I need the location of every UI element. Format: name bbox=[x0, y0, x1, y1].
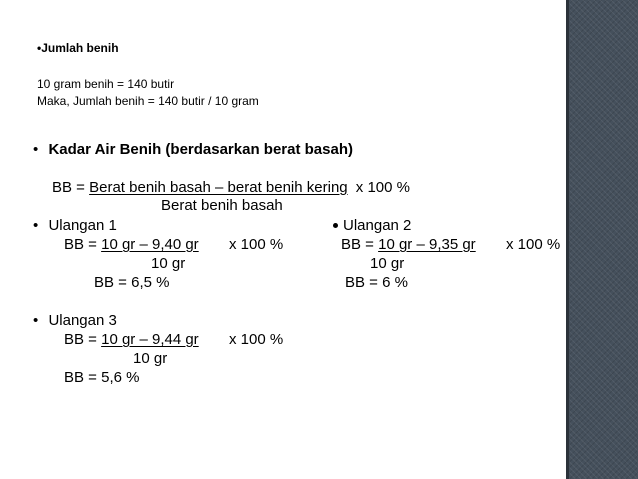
ulangan-1-prefix: BB = bbox=[64, 236, 102, 253]
ulangan-1-denominator: 10 gr bbox=[151, 255, 186, 272]
ulangan-2-label bbox=[333, 218, 411, 233]
ulangan-1-result: BB = 6,5 % bbox=[94, 274, 170, 291]
ulangan-3-result: BB = 5,6 % bbox=[64, 369, 140, 386]
ulangan-1-bullet: • bbox=[33, 217, 39, 234]
ulangan-3-formula bbox=[64, 332, 199, 347]
ulangan-1-formula bbox=[64, 237, 199, 252]
ulangan-2-text: Ulangan 2 bbox=[343, 217, 412, 234]
ulangan-2-formula bbox=[341, 237, 476, 252]
decorative-sidebar bbox=[569, 0, 638, 479]
formula-line bbox=[52, 180, 410, 195]
intro-line-2: Maka, Jumlah benih = 140 butir / 10 gram bbox=[37, 94, 259, 108]
ulangan-1-suffix: x 100 % bbox=[229, 236, 284, 253]
ulangan-1-numerator: 10 gr – 9,40 gr bbox=[101, 236, 199, 253]
jumlah-benih-heading: •Jumlah benih bbox=[37, 41, 119, 55]
ulangan-2-numerator: 10 gr – 9,35 gr bbox=[378, 236, 476, 253]
section-title bbox=[33, 142, 353, 157]
section-bullet: • bbox=[33, 141, 39, 158]
ulangan-2-denominator: 10 gr bbox=[370, 255, 405, 272]
ulangan-2-result: BB = 6 % bbox=[345, 274, 408, 291]
ulangan-3-suffix: x 100 % bbox=[229, 331, 284, 348]
section-title-text: Kadar Air Benih (berdasarkan berat basah) bbox=[48, 141, 353, 158]
ulangan-2-suffix: x 100 % bbox=[506, 236, 561, 253]
ulangan-3-numerator: 10 gr – 9,44 gr bbox=[101, 331, 199, 348]
ulangan-3-prefix: BB = bbox=[64, 331, 102, 348]
formula-prefix: BB = bbox=[52, 179, 90, 196]
ulangan-2-bullet bbox=[333, 223, 338, 228]
ulangan-3-denominator: 10 gr bbox=[133, 350, 168, 367]
formula-suffix: x 100 % bbox=[355, 179, 410, 196]
ulangan-1-label bbox=[33, 218, 117, 233]
ulangan-2-prefix: BB = bbox=[341, 236, 379, 253]
ulangan-1-text: Ulangan 1 bbox=[48, 217, 117, 234]
ulangan-3-label bbox=[33, 313, 117, 328]
ulangan-3-bullet: • bbox=[33, 312, 39, 329]
formula-numerator: Berat benih basah – berat benih kering bbox=[89, 179, 348, 196]
ulangan-3-text: Ulangan 3 bbox=[48, 312, 117, 329]
formula-denominator: Berat benih basah bbox=[161, 197, 283, 214]
intro-line-1: 10 gram benih = 140 butir bbox=[37, 77, 175, 91]
